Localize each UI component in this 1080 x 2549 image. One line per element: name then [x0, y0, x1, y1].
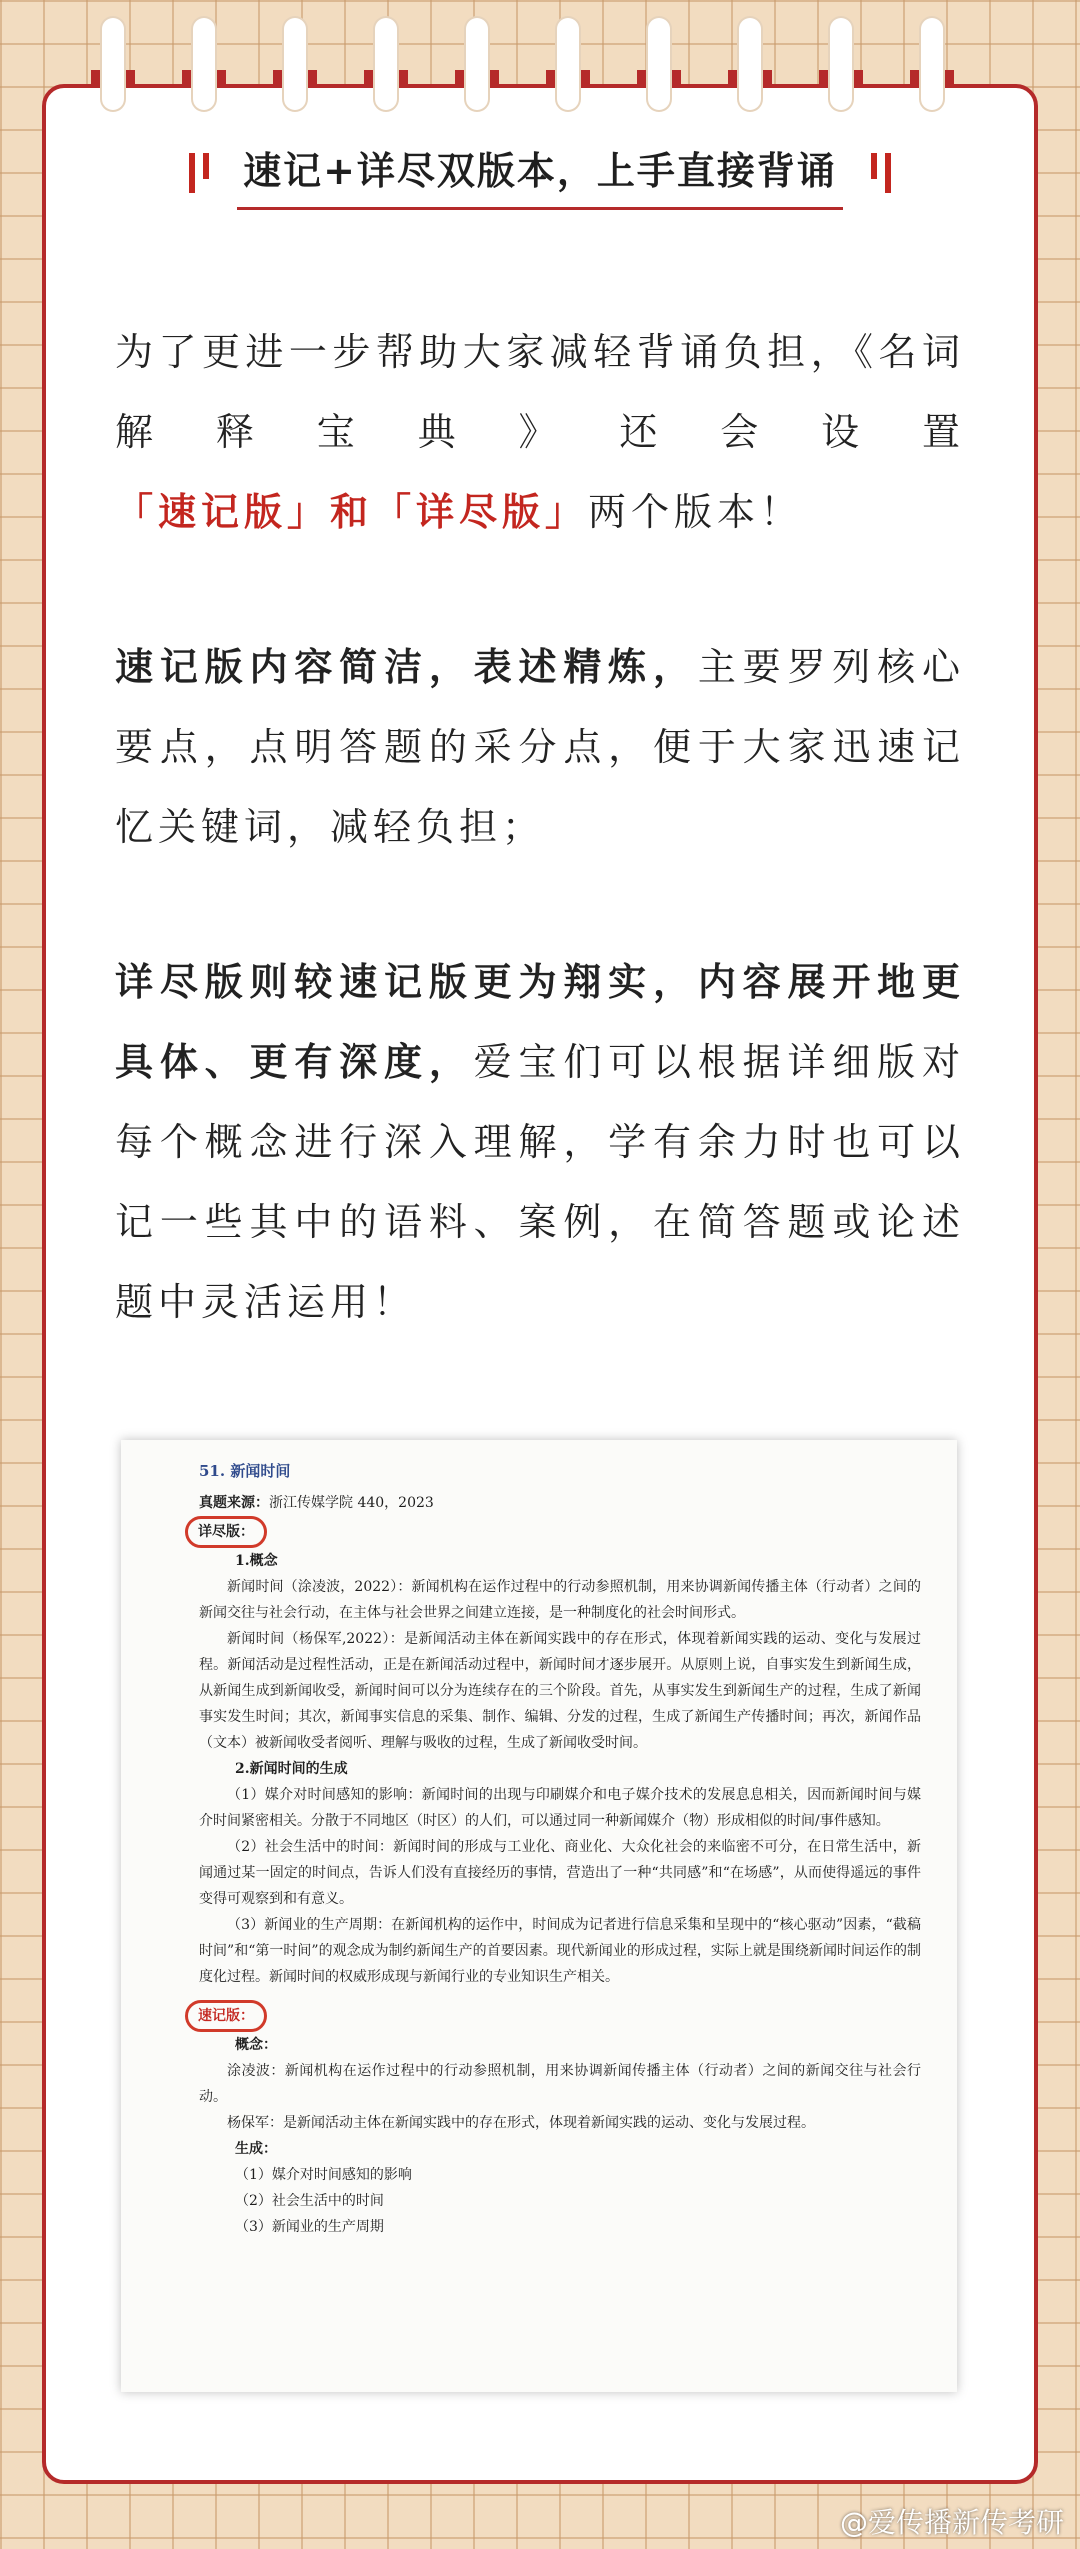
source-line	[199, 1490, 921, 1516]
generation-paragraph: （2）社会生活中的时间：新闻时间的形成与工业化、商业化、大众化社会的来临密不可分，在日常生活中，新闻通过某一固定的时间点，告诉人们没有直接经历的事情，营造出了一种“共同感”和“在场感”，从而使得遥远的事件变得可观察到和有意义。	[199, 1839, 921, 1907]
quick-list-item: （2）社会生活中的时间	[235, 2193, 384, 2209]
definition-paragraph: 新闻时间（涂凌波，2022）：新闻机构在运作过程中的行动参照机制，用来协调新闻传播主体（行动者）之间的新闻交往与社会行动，在主体与社会世界之间建立连接，是一种制度化的社会时间形式。	[199, 1579, 921, 1621]
watermark: @爱传播新传考研	[839, 2506, 1064, 2539]
quick-definition: 杨保军：是新闻活动主体在新闻实践中的存在形式，体现着新闻实践的运动、变化与发展过程。	[227, 2115, 815, 2131]
quote-mark-left	[189, 153, 209, 197]
concept-heading: 1.概念	[235, 1553, 278, 1569]
title-row	[42, 140, 1038, 210]
generation-paragraph: （1）媒介对时间感知的影响：新闻时间的出现与印刷媒介和电子媒介技术的发展息息相关，因而新闻时间与媒介时间紧密相关。分散于不同地区（时区）的人们，可以通过同一种新闻媒介（物）形成相似的时间/事件感知。	[199, 1787, 921, 1829]
entry-title: 51. 新闻时间	[199, 1462, 291, 1480]
detailed-label-row	[199, 1516, 921, 1548]
quick-version-lead: 速记版内容简洁，表述精炼，	[115, 645, 698, 689]
detailed-version-lead: 详尽版则较速记版更为翔实，内容展开地更具体、更有深度，	[115, 960, 965, 1084]
ring	[375, 18, 397, 110]
quick-version-text: 主要罗列核心要点，点明答题的采分点，便于大家迅速记忆关键词，减轻负担；	[115, 645, 965, 849]
ring	[648, 18, 670, 110]
ring	[284, 18, 306, 110]
intro-text: 为了更进一步帮助大家减轻背诵负担，《名词解释宝典》还会设置	[115, 330, 965, 454]
quick-version-paragraph	[115, 627, 965, 867]
detailed-version-label: 详尽版：	[185, 1516, 267, 1548]
quote-mark-right	[871, 153, 891, 197]
quick-definition: 涂凌波：新闻机构在运作过程中的行动参照机制，用来协调新闻传播主体（行动者）之间的新闻交往与社会行动。	[199, 2063, 921, 2105]
ring	[193, 18, 215, 110]
definition-paragraph: 新闻时间（杨保军,2022）：是新闻活动主体在新闻实践中的存在形式，体现着新闻实践的运动、变化与发展过程。新闻活动是过程性活动，正是在新闻活动过程中，新闻时间才逐步展开。从原则上说，自事实发生到新闻生成，从新闻生成到新闻收受，新闻时间可以分为连续存在的三个阶段。首先，从事实发生到新闻生产的过程，生成了新闻事实发生时间；其次，新闻事实信息的采集、制作、编辑、分发的过程，生成了新闻生产传播时间；再次，新闻作品（文本）被新闻收受者阅听、理解与吸收的过程，生成了新闻收受时间。	[199, 1631, 921, 1751]
ring	[102, 18, 124, 110]
ring	[466, 18, 488, 110]
generation-paragraph: （3）新闻业的生产周期：在新闻机构的运作中，时间成为记者进行信息采集和呈现中的“核心驱动”因素，“截稿时间”和“第一时间”的观念成为制约新闻生产的首要因素。现代新闻业的形成过程，实际上就是围绕新闻时间运作的制度化过程。新闻时间的权威形成现与新闻行业的专业知识生产相关。	[199, 1917, 921, 1985]
intro-text-end: 两个版本！	[588, 490, 804, 534]
quick-label-row	[199, 2000, 921, 2032]
intro-paragraph	[115, 312, 965, 552]
quick-list-item: （1）媒介对时间感知的影响	[235, 2167, 412, 2183]
ring	[739, 18, 761, 110]
intro-highlight: 「速记版」和「详尽版」	[115, 490, 589, 534]
document-sample	[121, 1440, 957, 2392]
quick-version-label: 速记版：	[185, 2000, 267, 2032]
ring	[557, 18, 579, 110]
generation-heading: 2.新闻时间的生成	[235, 1761, 348, 1777]
quick-list-item: （3）新闻业的生产周期	[235, 2219, 384, 2235]
source-label: 真题来源：	[199, 1495, 269, 1511]
detailed-version-paragraph	[115, 942, 965, 1342]
quick-generation-heading: 生成：	[235, 2141, 277, 2157]
quick-concept-heading: 概念：	[235, 2037, 277, 2053]
ring	[830, 18, 852, 110]
page-title: 速记+详尽双版本，上手直接背诵	[237, 140, 843, 210]
source-value: 浙江传媒学院 440，2023	[269, 1495, 434, 1511]
detailed-version-text: 爱宝们可以根据详细版对每个概念进行深入理解，学有余力时也可以记一些其中的语料、案例，在简答题或论述题中灵活运用！	[115, 1040, 965, 1324]
ring	[921, 18, 943, 110]
